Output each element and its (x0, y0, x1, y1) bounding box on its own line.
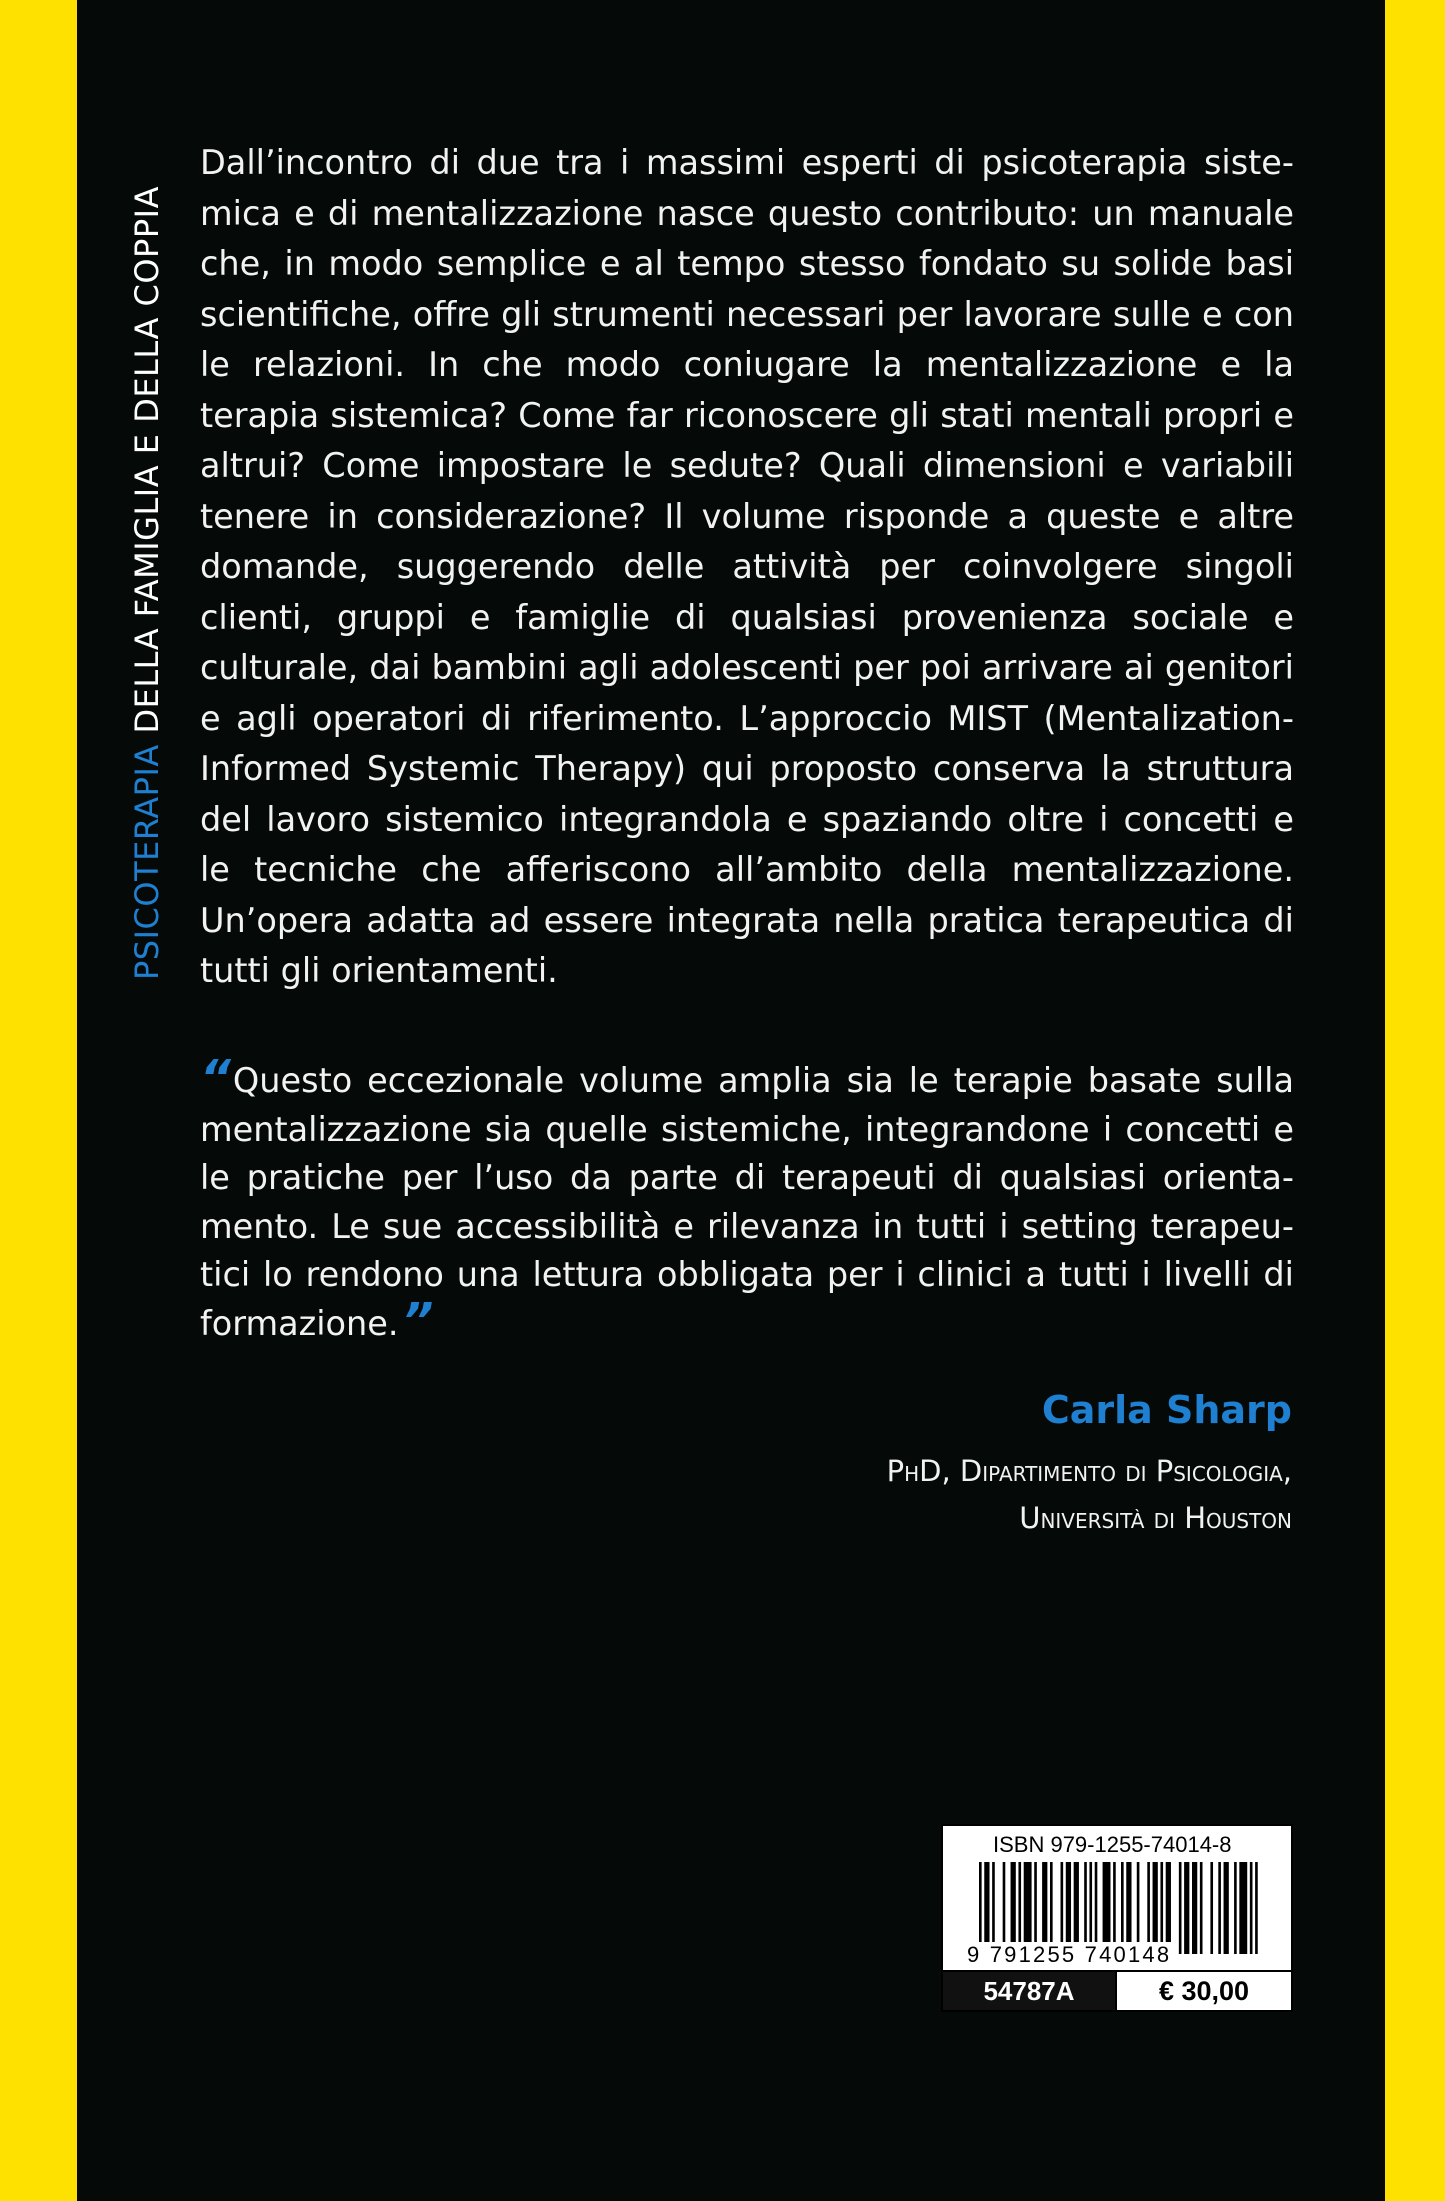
endorser-affiliation (887, 1448, 1292, 1542)
barcode-bars-icon (979, 1862, 1263, 1954)
isbn-label: ISBN 979-1255-74014-8 (993, 1832, 1232, 1857)
right-yellow-border (1385, 0, 1445, 2201)
book-blurb: Dall’incontro di due tra i massimi esperti di psicoterapia sistemica e di mentalizzazione nasce questo contributo: un manuale che, in modo semplice e al tempo stesso fondato su solide basi scientifiche, offre gli strumenti necessari per lavorare sulle e con le relazioni. In che modo coniugare la mentalizzazione e la terapia sistemica? Come far riconoscere gli stati mentali propri e altrui? Come impostare le sedute? Quali dimensioni e variabili tenere in considerazione? Il volume risponde a queste e altre domande, suggerendo delle attività per coinvolgere singoli clienti, gruppi e famiglie di qualsiasi provenienza sociale e culturale, dai bambini agli adolescenti per poi arrivare ai genitori e agli operatori di riferimento. L’approccio MIST (Mentalization-Informed Systemic Therapy) qui proposto conserva la struttura del lavoro sistemico integrandola e spaziando oltre i concetti e le tecniche che afferiscono all’ambito della mentalizzazione. Un’opera adatta ad essere integrata nella pratica terapeutica di tutti gli orientamenti. (200, 143, 1294, 990)
series-title-rest: DELLA FAMIGLIA E DELLA COPPIA (128, 186, 166, 745)
endorsement-quote (200, 1050, 1294, 1349)
endorsement-text: Questo eccezionale volume amplia sia le terapie basate sulla mentalizzazione sia quelle sistemiche, integrandone i concetti e le pratiche per l’uso da parte di terapeuti di qualsiasi orientamento. Le sue accessibilità e rilevanza in tutti i setting terapeutici lo rendono una lettura obbligata per i clinici a tutti i livelli di formazione. (200, 1061, 1294, 1343)
endorser-name: Carla Sharp (1041, 1388, 1292, 1432)
close-quote-icon: ” (402, 1292, 430, 1349)
product-code: 54787A (943, 1972, 1115, 2010)
barcode-block (941, 1824, 1293, 2012)
endorser-affiliation-line-2: Università di Houston (1019, 1501, 1292, 1535)
left-yellow-border (0, 0, 77, 2201)
endorser-affiliation-line-1: PhD, Dipartimento di Psicologia, (886, 1454, 1292, 1488)
series-title (128, 186, 166, 980)
open-quote-icon: “ (200, 1050, 227, 1106)
series-title-accent: PSICOTERAPIA (128, 744, 166, 980)
barcode-digits: 9 791255 740148 (967, 1942, 1172, 1967)
price: € 30,00 (1115, 1972, 1291, 2010)
